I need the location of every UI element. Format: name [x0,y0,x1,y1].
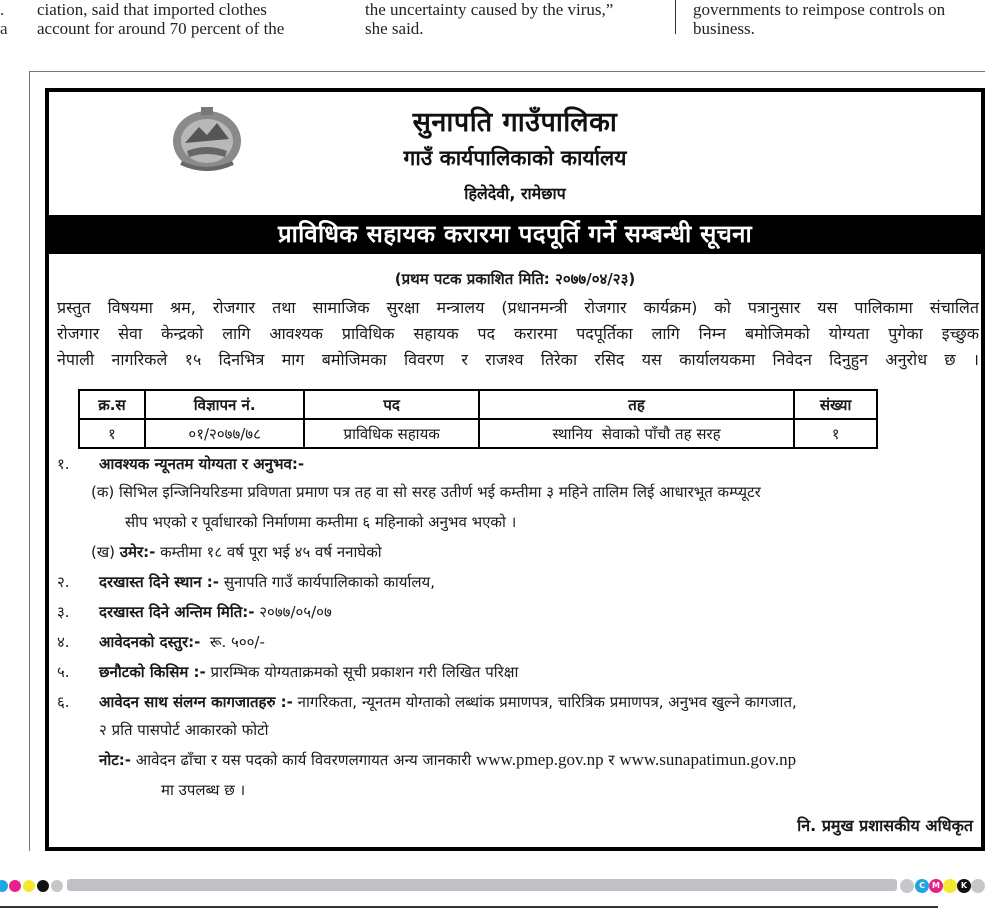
cell-advert-no: ०१/२०७७/७८ [145,419,305,448]
sub-item-text: सिभिल इन्जिनियरिङमा प्रविणता प्रमाण पत्र तह वा सो सरह उतीर्ण भई कम्तीमा ३ महिने तालिम लिई आधारभूत कम्प्यूटर [119,483,761,501]
page-bottom-rule [0,906,938,908]
item-number: ३. [57,603,70,621]
item-value: रू. ५००/- [200,633,265,651]
publication-date: (प्रथम पटक प्रकाशित मिति: २०७७/०४/२३) [394,270,636,288]
yellow-dot-icon [23,880,35,892]
vacancy-table [78,389,878,449]
grey-dot-icon [51,880,63,892]
item-number: ६. [57,693,70,711]
margin-fragment: . [0,0,5,19]
item-value: सुनापति गाउँ कार्यपालिकाको कार्यालय, [219,573,435,591]
item-label: दरखास्त दिने स्थान :- [99,573,220,591]
table-header-row [79,390,877,419]
article-line: account for around 70 percent of the [37,19,285,38]
sub-item-prefix: (क) [91,483,115,501]
article-column-right [693,0,993,38]
magenta-dot-icon [9,880,21,892]
sub-item-ka-cont: सीप भएको र पूर्वाधारको निर्माणमा कम्तीमा ६ महिनाको अनुभव भएको । [125,513,517,531]
intro-line: नेपाली नागरिकले १५ दिनभित्र माग बमोजिमका विवरण र राजश्व तिरेका रसिद यस कार्यालयकमा निवेदन दिनुहुन अनुरोध छ । [57,350,979,369]
note [99,750,796,770]
pmep-website-link[interactable]: www.pmep.gov.np [476,750,604,769]
item-label: आवश्यक न्यूनतम योग्यता र अनुभव:- [99,455,305,473]
item-value: प्रारम्भिक योग्यताक्रमको सूची प्रकाशन गरी लिखित परिक्षा [205,663,519,681]
magenta-mark-icon: M [929,879,943,893]
article-line: business. [693,19,755,38]
public-notice [45,88,985,851]
note-continued: मा उपलब्ध छ । [161,781,246,799]
item-label: आवेदनको दस्तुर:- [99,633,201,651]
signatory: नि. प्रमुख प्रशासकीय अधिकृत [797,816,973,835]
table-row [79,419,877,448]
sub-item-prefix: (ख) [91,543,115,561]
note-text: आवेदन ढाँचा र यस पदको कार्य विवरणलगायत अन्य जानकारी [131,751,476,769]
office-name: गाउँ कार्यपालिकाको कार्यालय [403,146,627,170]
column-divider [675,0,676,34]
sub-item-ka [91,482,761,502]
cell-level: स्थानिय सेवाको पाँचौ तह सरह [479,419,794,448]
notice-title: प्राविधिक सहायक करारमा पदपूर्ति गर्ने सम्बन्धी सूचना [45,215,985,254]
item-value: २०७७/०५/०७ [254,603,332,621]
article-line: ciation, said that imported clothes [37,0,267,19]
grey-mark-icon [971,879,985,893]
margin-fragments [0,0,8,38]
black-dot-icon [37,880,49,892]
cyan-dot-icon [0,880,8,892]
margin-fragment: a [0,19,8,38]
article-line: she said. [365,19,424,38]
article-line: governments to reimpose controls on [693,0,946,19]
header-count: संख्या [794,390,877,419]
item-label: आवेदन साथ संलग्न कागजातहरु :- [99,693,293,711]
print-register-strip [0,879,996,893]
article-column-middle [365,0,665,38]
header-level: तह [479,390,794,419]
header-post: पद [304,390,478,419]
header-serial: क्र.स [79,390,145,419]
item-number: १. [57,455,70,473]
item-label: छनौटको किसिम :- [99,663,206,681]
intro-line: रोजगार सेवा केन्द्रको लागि आवश्यक प्राविधिक सहायक पद करारमा पदपूर्तिका लागि निम्न बमोजिमको योग्यता पुगेका इच्छुक [57,324,979,343]
article-line: the uncertainty caused by the virus,” [365,0,614,19]
note-label: नोट:- [99,751,131,769]
item-number: ४. [57,633,70,651]
header-advert-no: विज्ञापन नं. [145,390,305,419]
article-column-left [37,0,330,38]
sub-item-label: उमेर:- [119,543,156,561]
cell-count: १ [794,419,877,448]
intro-paragraph [57,295,979,373]
grey-mark-icon [900,879,914,893]
sub-item-kha [91,542,382,562]
yellow-mark-icon: Y [943,879,957,893]
note-conjunction: र [603,751,620,769]
item-value-continued: २ प्रति पासपोर्ट आकारको फोटो [99,721,269,739]
item-number: २. [57,573,70,591]
cyan-mark-icon: C [915,879,929,893]
cell-post: प्राविधिक सहायक [304,419,478,448]
sub-item-text: कम्तीमा १८ वर्ष पूरा भई ४५ वर्ष ननाघेको [155,543,382,561]
item-value: नागरिकता, न्यूनतम योग्ताको लब्धांक प्रमाणपत्र, चारित्रिक प्रमाणपत्र, अनुभव खुल्ने कागजात, [292,693,797,711]
sunapati-website-link[interactable]: www.sunapatimun.gov.np [619,750,797,769]
item-number: ५. [57,663,70,681]
intro-line: प्रस्तुत विषयमा श्रम, रोजगार तथा सामाजिक सुरक्षा मन्त्रालय (प्रधानमन्त्री रोजगार कार्यक्रम) को पत्रानुसार यस पालिकामा संचालित [57,298,979,317]
black-mark-icon: K [957,879,971,893]
cell-serial: १ [79,419,145,448]
item-label: दरखास्त दिने अन्तिम मिति:- [99,603,255,621]
office-address: हिलेदेवी, रामेछाप [464,184,566,203]
organization-name: सुनापति गाउँपालिका [412,107,618,138]
color-bar [67,879,897,891]
